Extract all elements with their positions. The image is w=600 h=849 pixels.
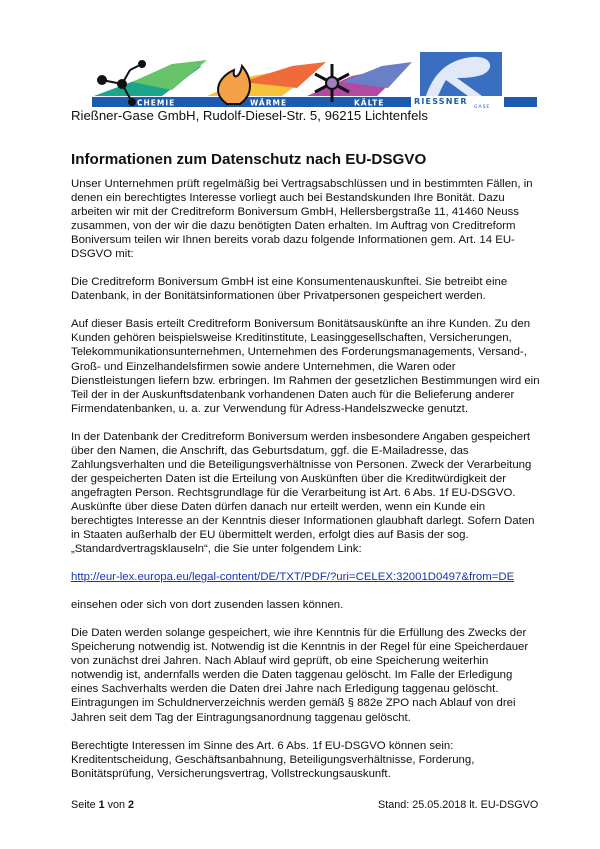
company-logo bbox=[92, 52, 537, 108]
text-line: Firmendatenbanken, u. a. zur Verwendung für Adress-Handelszwecke genutzt. bbox=[71, 402, 468, 415]
text-line: Eintragungen im Schuldnerverzeichnis werden gemäß § 882e ZPO nach Ablauf von drei bbox=[71, 697, 516, 710]
logo-label-kaelte: KÄLTE bbox=[354, 98, 385, 108]
flame-icon bbox=[218, 66, 250, 104]
page-title: Informationen zum Datenschutz nach EU-DSGVO bbox=[71, 151, 427, 168]
text-line: in Staaten außerhalb der EU übermittelt werden, erfolgt dies auf Basis der sog. bbox=[71, 529, 469, 542]
paragraph-auskunftei bbox=[71, 275, 541, 303]
text-line: Kunden gehören beispielsweise Kreditinstitute, Leasinggesellschaften, Versicherungen, bbox=[71, 332, 512, 345]
logo-label-chemie: CHEMIE bbox=[137, 98, 176, 108]
text-line: denen ein berechtigtes Interesse vorliegt auch bei Bestandskunden Ihre Bonität. Dazu bbox=[71, 192, 505, 205]
paragraph-einsehen bbox=[71, 598, 541, 612]
text-line: Zahlungsverhalten und die Beteiligungsverhältnisse von Personen. Zweck der Verarbeitung bbox=[71, 458, 532, 471]
text-line: Kreditentscheidung, Geschäftsanbahnung, Beteiligungsverhältnisse, Forderung, bbox=[71, 753, 475, 766]
text-line: Auf dieser Basis erteilt Creditreform Boniversum Bonitätsauskünfte an ihre Kunden. Zu den bbox=[71, 318, 531, 331]
document-body bbox=[71, 177, 541, 795]
text-line: arbeiten wir mit der Creditreform Boniversum GmbH, Hellersbergstraße 11, 41460 Neuss bbox=[71, 206, 519, 219]
text-line: der gespeicherten Daten ist die Erteilung von Auskünften über die Kreditwürdigkeit der bbox=[71, 472, 507, 485]
text-line: „Standardvertragsklauseln“, die Sie unter folgendem Link: bbox=[71, 543, 362, 556]
text-line: notwendig ist, andernfalls werden die Daten taggenau gelöscht. Im Falle der Erledigung bbox=[71, 669, 513, 682]
eur-lex-link[interactable]: http://eur-lex.europa.eu/legal-content/DE/TXT/PDF/?uri=CELEX:32001D0497&from=DE bbox=[71, 571, 515, 584]
text-line: Telekommunikationsunternehmen, Unternehmen des Forderungsmanagements, Versand-, bbox=[71, 346, 527, 359]
brand-sub: GASE bbox=[474, 105, 491, 108]
text-line: Teil der in der Auskunftsdatenbank vorhandenen Daten auch für die Belieferung anderer bbox=[71, 388, 515, 401]
page-current: 1 bbox=[98, 799, 105, 811]
page-mid: von bbox=[107, 799, 126, 811]
text-line: Dienstleistungen liefern bzw. erbringen. Im Rahmen der gesetzlichen Bestimmungen wird ein bbox=[71, 374, 540, 387]
text-line: berechtigtes Interesse an der Kenntnis dieser Informationen glaubhaft darlegt. Sofern Daten bbox=[71, 514, 535, 527]
brand-name: RIESSNER bbox=[414, 97, 468, 106]
page-number bbox=[71, 799, 134, 811]
paragraph-intro bbox=[71, 177, 541, 261]
text-line: Jahren seit dem Tag der Eintragungsanordnung taggenau gelöscht. bbox=[71, 711, 411, 724]
text-line: Datenbank, in der Bonitätsinformationen über Privatpersonen gespeichert werden. bbox=[71, 290, 486, 303]
text-line: Speicherung notwendig ist. Notwendig ist die Kenntnis in der Regel für eine Speicherdauer bbox=[71, 641, 529, 654]
paragraph-datenbank bbox=[71, 430, 541, 556]
page-prefix: Seite bbox=[71, 799, 96, 811]
text-line: Die Daten werden solange gespeichert, wie ihre Kenntnis für die Erfüllung des Zwecks der bbox=[71, 627, 527, 640]
company-address: Rießner-Gase GmbH, Rudolf-Diesel-Str. 5, 96215 Lichtenfels bbox=[71, 108, 428, 123]
text-line: zusammen, von der wir die dazu benötigten Daten erhalten. Im Auftrag von Creditreform bbox=[71, 220, 516, 233]
text-line: Die Creditreform Boniversum GmbH ist eine Konsumentenauskunftei. Sie betreibt eine bbox=[71, 276, 508, 289]
text-line: DSGVO mit: bbox=[71, 248, 134, 261]
text-line: Unser Unternehmen prüft regelmäßig bei Vertragsabschlüssen und in bestimmten Fällen, in bbox=[71, 178, 533, 190]
paragraph-kunden bbox=[71, 317, 541, 415]
text-line: angefragten Person. Rechtsgrundlage für die Verarbeitung ist Art. 6 Abs. 1f EU-DSGVO. bbox=[71, 486, 516, 499]
text-line: Berechtigte Interessen im Sinne des Art. 6 Abs. 1f EU-DSGVO können sein: bbox=[71, 739, 454, 752]
logo-label-waerme: WÄRME bbox=[250, 98, 288, 108]
text-line: von zunächst drei Jahren. Nach Ablauf wird geprüft, ob eine Speicherung weiterhin bbox=[71, 655, 489, 668]
text-line: Boniversum teilen wir Ihnen bereits vorab dazu folgende Informationen gem. Art. 14 EU- bbox=[71, 234, 515, 247]
document-date: Stand: 25.05.2018 lt. EU-DSGVO bbox=[378, 799, 539, 811]
paragraph-speicherdauer bbox=[71, 626, 541, 724]
text-line: Groß- und Einzelhandelsfirmen sowie andere Unternehmen, die Waren oder bbox=[71, 360, 456, 373]
text-line: eines Sachverhalts werden die Daten drei Jahre nach Erledigung taggenau gelöscht. bbox=[71, 683, 499, 696]
text-line: über den Namen, die Anschrift, das Geburtsdatum, ggf. die E-Mailadresse, das bbox=[71, 444, 469, 457]
text-line: einsehen oder sich von dort zusenden lassen können. bbox=[71, 599, 344, 612]
text-line: Bonitätsprüfung, Versicherungsvertrag, Vollstreckungsauskunft. bbox=[71, 767, 391, 780]
page-total: 2 bbox=[128, 799, 135, 811]
paragraph-interessen bbox=[71, 739, 541, 781]
text-line: Auskünfte über diese Daten dürfen danach nur erteilt werden, wenn ein Kunde ein bbox=[71, 500, 486, 513]
logo-bar-right bbox=[504, 97, 537, 107]
paragraph-link bbox=[71, 570, 541, 584]
text-line: In der Datenbank der Creditreform Boniversum werden insbesondere Angaben gespeichert bbox=[71, 430, 531, 443]
